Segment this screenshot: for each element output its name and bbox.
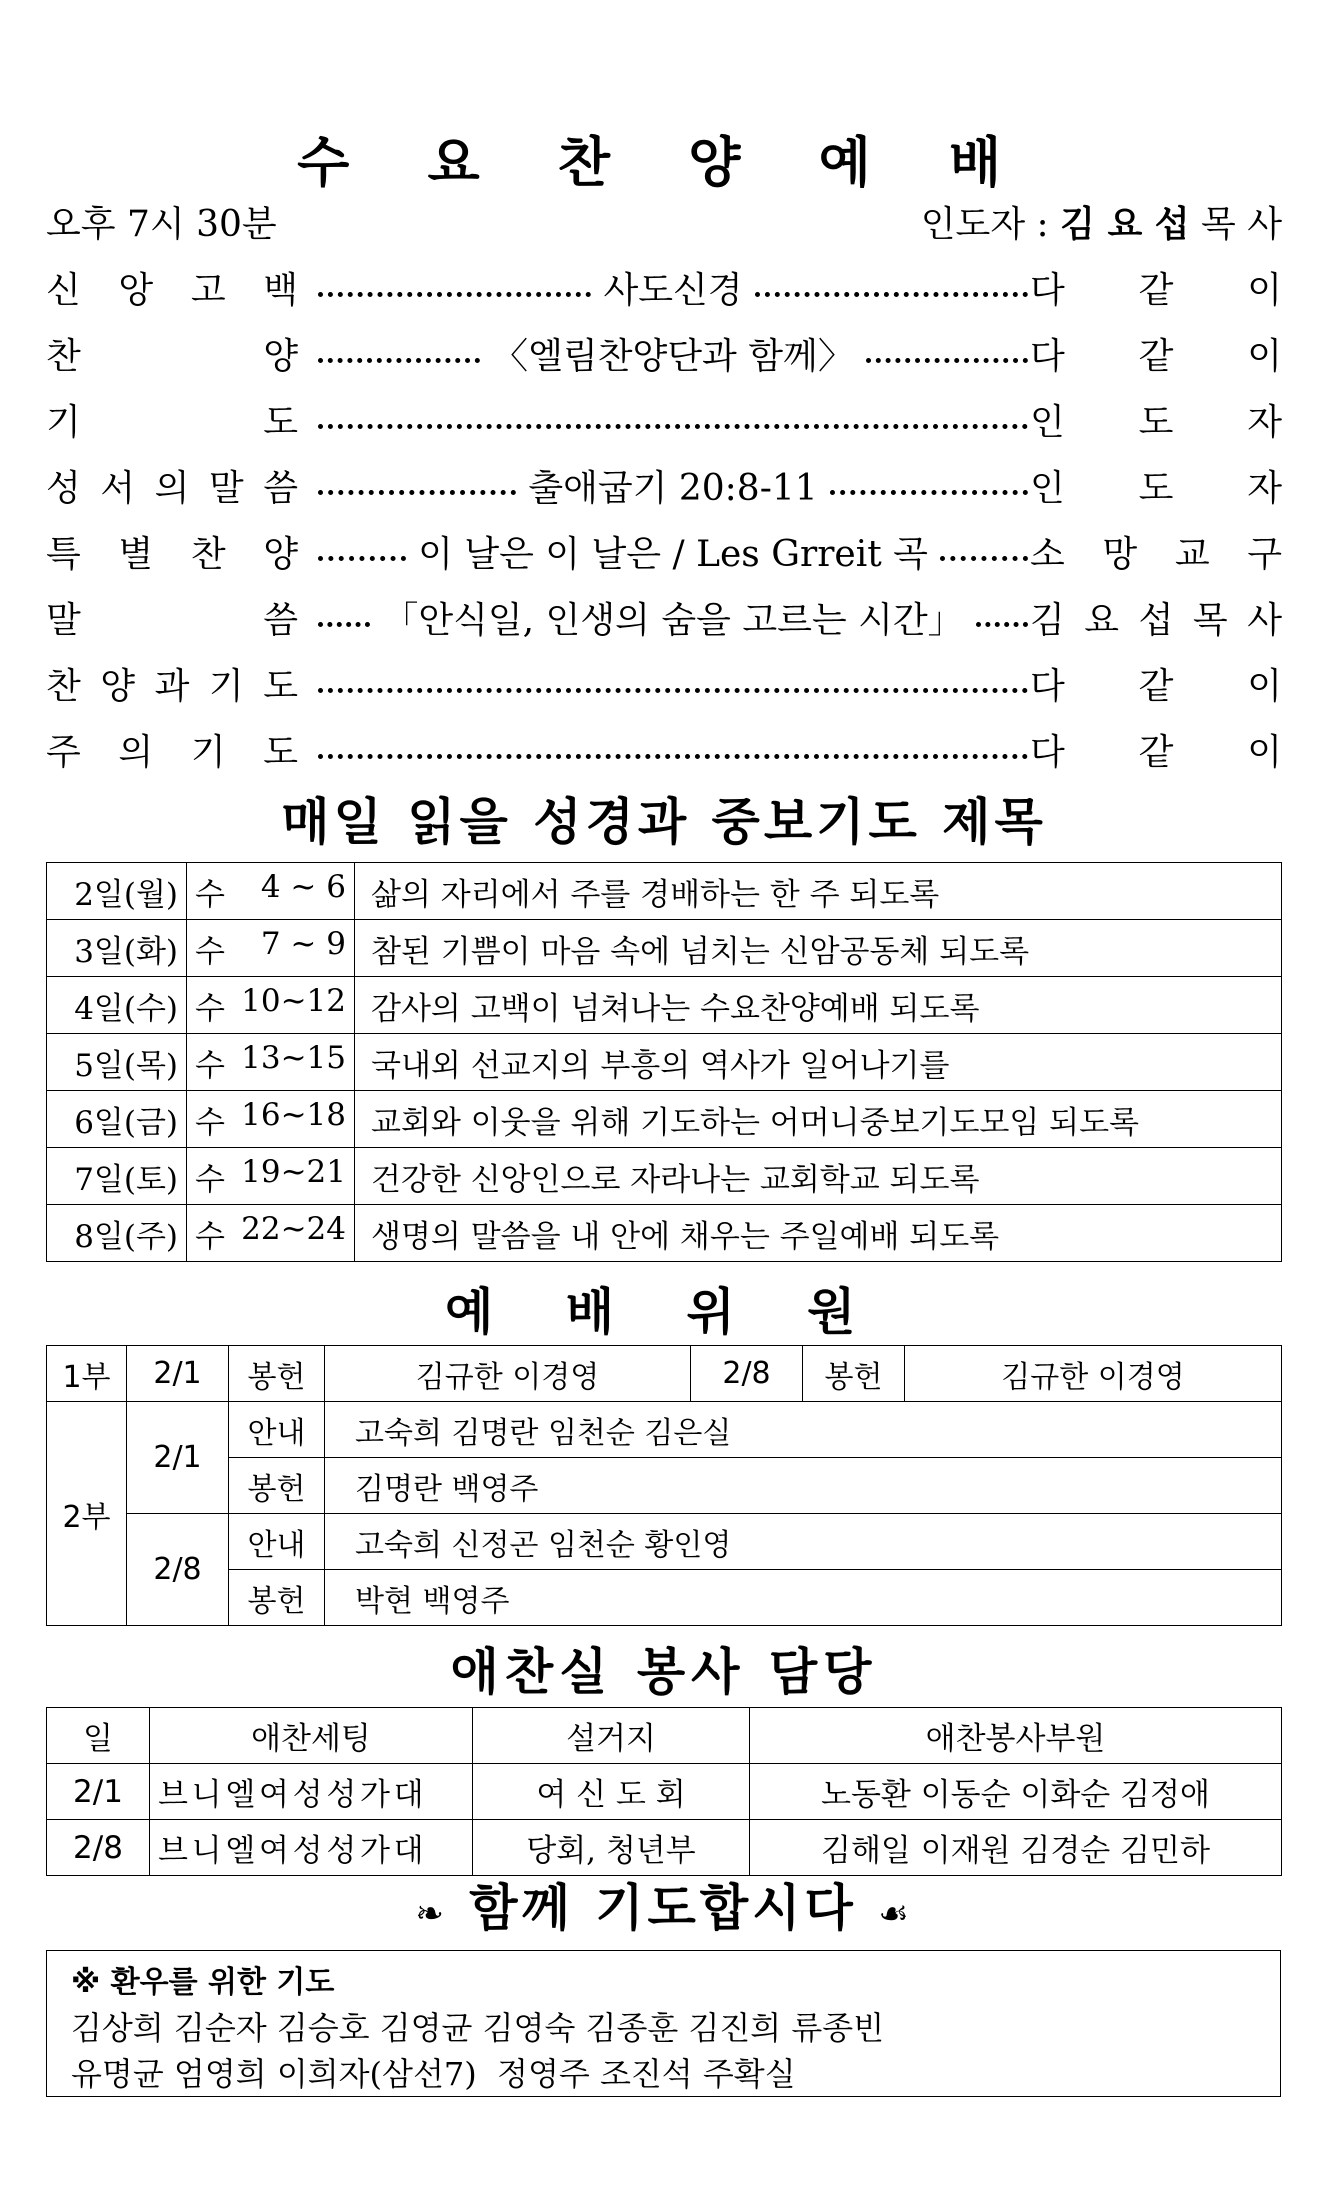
passage-cell <box>187 1091 355 1148</box>
order-item <box>46 526 1282 584</box>
prayer-topic-cell: 참된 기쁨이 마음 속에 넘치는 신암공동체 되도록 <box>355 920 1282 977</box>
char: 성 <box>46 468 81 509</box>
order-item-person <box>1030 592 1282 643</box>
char: 도 <box>1138 468 1174 509</box>
book-name: 수 <box>195 1161 225 1198</box>
dot-leader <box>318 358 480 363</box>
char: 기 <box>46 402 81 443</box>
role-cell: 안내 <box>229 1402 325 1458</box>
order-item-person <box>1030 394 1282 445</box>
day-cell: 4일(수) <box>47 977 187 1034</box>
worship-part2-row <box>47 1458 1282 1514</box>
char: 같 <box>1138 732 1174 773</box>
bible-section-title: 매일 읽을 성경과 중보기도 제목 <box>281 793 1047 851</box>
char: 과 <box>154 666 190 707</box>
dot-leader <box>976 622 1028 627</box>
char: 이 <box>1247 336 1282 377</box>
dot-leader <box>318 424 1028 429</box>
order-item <box>46 262 1282 320</box>
day-cell: 6일(금) <box>47 1091 187 1148</box>
leader-label: 인도자 : <box>920 204 1049 245</box>
char: 주 <box>46 732 81 773</box>
char: 자 <box>1247 468 1282 509</box>
char: 다 <box>1030 336 1065 377</box>
leader-title: 목 사 <box>1201 204 1282 245</box>
book-name: 수 <box>195 1047 225 1084</box>
char: 양 <box>263 336 298 377</box>
char: 백 <box>263 270 298 311</box>
header-cell: 애찬세팅 <box>150 1708 473 1764</box>
char: 사 <box>1247 600 1282 641</box>
prayer-topic-cell: 생명의 말씀을 내 안에 채우는 주일예배 되도록 <box>355 1205 1282 1262</box>
char: 다 <box>1030 270 1065 311</box>
char: 서 <box>100 468 136 509</box>
order-item-person <box>1030 262 1282 313</box>
worship-part2-row <box>47 1570 1282 1626</box>
date-cell: 2/8 <box>47 1820 150 1876</box>
order-item-label <box>46 724 298 775</box>
order-item-person <box>1030 526 1282 577</box>
prayer-title: 함께 기도합시다 <box>469 1879 857 1937</box>
char: 이 <box>1247 732 1282 773</box>
date-cell: 2/1 <box>47 1764 150 1820</box>
names-cell: 고숙희 신정곤 임천순 황인영 <box>325 1514 1282 1570</box>
bible-reading-table <box>46 862 1282 1262</box>
char: 도 <box>263 732 298 773</box>
passage-cell <box>187 1205 355 1262</box>
char: 다 <box>1030 666 1065 707</box>
header-cell: 애찬봉사부원 <box>750 1708 1282 1764</box>
dishes-cell: 여 신 도 회 <box>473 1764 750 1820</box>
date-cell: 2/8 <box>691 1346 803 1402</box>
char: 양 <box>100 666 136 707</box>
bible-row <box>47 863 1282 920</box>
dot-leader <box>318 754 1028 759</box>
date-cell: 2/1 <box>127 1346 229 1402</box>
order-item-detail: 〈엘림찬양단과 함께〉 <box>492 336 854 377</box>
bible-row <box>47 977 1282 1034</box>
passage-cell <box>187 1034 355 1091</box>
role-cell: 봉헌 <box>229 1458 325 1514</box>
prayer-names-line2: 유명균 엄영희 이희자(삼선7) 정영주 조진석 주확실 <box>71 2055 796 2093</box>
char: 요 <box>1084 600 1120 641</box>
order-item-detail: 출애굽기 20:8-11 <box>528 468 818 509</box>
setting-cell: 브니엘여성성가대 <box>150 1764 473 1820</box>
service-duty-title: 애찬실 봉사 담당 <box>450 1643 878 1701</box>
passage-cell <box>187 977 355 1034</box>
members-cell: 김해일 이재원 김경순 김민하 <box>750 1820 1282 1876</box>
order-item-detail: 사도신경 <box>603 270 743 311</box>
dot-leader <box>866 358 1028 363</box>
chapter-range: 10~12 <box>241 982 346 1019</box>
char: 도 <box>1138 402 1174 443</box>
char: 교 <box>1174 534 1210 575</box>
char: 망 <box>1102 534 1138 575</box>
order-item-person <box>1030 658 1282 709</box>
char: 같 <box>1138 336 1174 377</box>
prayer-topic-cell: 건강한 신앙인으로 자라나는 교회학교 되도록 <box>355 1148 1282 1205</box>
dot-leader <box>755 292 1028 297</box>
service-time-row <box>46 196 1282 254</box>
dot-leader <box>318 292 591 297</box>
dot-leader <box>318 688 1028 693</box>
char: 도 <box>263 666 298 707</box>
day-cell: 3일(화) <box>47 920 187 977</box>
service-time: 오후 7시 30분 <box>46 204 277 245</box>
char: 찬 <box>46 336 81 377</box>
chapter-range: 7 ~ 9 <box>260 925 346 962</box>
day-cell: 2일(월) <box>47 863 187 920</box>
worship-committee-title: 예 배 위 원 <box>445 1283 883 1341</box>
prayer-subtitle: ※ 환우를 위한 기도 <box>71 1965 335 2000</box>
header-cell: 설거지 <box>473 1708 750 1764</box>
service-duty-row <box>47 1764 1282 1820</box>
members-cell: 노동환 이동순 이화순 김정애 <box>750 1764 1282 1820</box>
char: 이 <box>1247 270 1282 311</box>
day-cell: 8일(주) <box>47 1205 187 1262</box>
char: 자 <box>1247 402 1282 443</box>
bible-row <box>47 920 1282 977</box>
char: 소 <box>1030 534 1065 575</box>
char: 앙 <box>118 270 154 311</box>
char: 김 <box>1030 600 1065 641</box>
ornament-left-icon: ❧ <box>415 1894 448 1934</box>
book-name: 수 <box>195 933 225 970</box>
char: 목 <box>1192 600 1228 641</box>
bible-row <box>47 1034 1282 1091</box>
day-cell: 7일(토) <box>47 1148 187 1205</box>
char: 다 <box>1030 732 1065 773</box>
worship-part2-row <box>47 1402 1282 1458</box>
passage-cell <box>187 1148 355 1205</box>
order-item <box>46 658 1282 716</box>
book-name: 수 <box>195 876 225 913</box>
order-item-person <box>1030 460 1282 511</box>
order-item-label <box>46 394 298 445</box>
order-item-label <box>46 460 298 511</box>
order-item-detail: 이 날은 이 날은 / Les Grreit 곡 <box>418 534 928 575</box>
names-cell: 고숙희 김명란 임천순 김은실 <box>325 1402 1282 1458</box>
char: 별 <box>118 534 154 575</box>
bible-row <box>47 1091 1282 1148</box>
char: 고 <box>190 270 226 311</box>
order-item <box>46 592 1282 650</box>
char: 씀 <box>263 600 298 641</box>
char: 인 <box>1030 468 1065 509</box>
order-item-detail: 「안식일, 인생의 숨을 고르는 시간」 <box>382 600 964 641</box>
prayer-topic-cell: 교회와 이웃을 위해 기도하는 어머니중보기도모임 되도록 <box>355 1091 1282 1148</box>
order-item-person <box>1030 328 1282 379</box>
char: 인 <box>1030 402 1065 443</box>
char: 같 <box>1138 666 1174 707</box>
date-cell: 2/1 <box>127 1402 229 1514</box>
worship-committee-table <box>46 1345 1282 1626</box>
char: 기 <box>190 732 226 773</box>
role-cell: 안내 <box>229 1514 325 1570</box>
role-cell: 봉헌 <box>229 1346 325 1402</box>
prayer-topic-cell: 감사의 고백이 넘쳐나는 수요찬양예배 되도록 <box>355 977 1282 1034</box>
char: 신 <box>46 270 81 311</box>
order-item-label <box>46 592 298 643</box>
char: 의 <box>118 732 154 773</box>
leader-name: 김 요 섭 <box>1060 204 1190 245</box>
role-cell: 봉헌 <box>229 1570 325 1626</box>
char: 기 <box>208 666 244 707</box>
dot-leader <box>940 556 1028 561</box>
char: 찬 <box>46 666 81 707</box>
service-title: 수 요 찬 양 예 배 <box>297 131 1031 194</box>
order-item <box>46 724 1282 782</box>
char: 말 <box>208 468 244 509</box>
part-label: 2부 <box>47 1402 127 1626</box>
dot-leader <box>318 556 406 561</box>
char: 특 <box>46 534 81 575</box>
bible-row <box>47 1148 1282 1205</box>
chapter-range: 22~24 <box>241 1210 346 1247</box>
order-item-label <box>46 262 298 313</box>
chapter-range: 16~18 <box>241 1096 346 1133</box>
char: 씀 <box>263 468 298 509</box>
order-item-label <box>46 526 298 577</box>
char: 이 <box>1247 666 1282 707</box>
setting-cell: 브니엘여성성가대 <box>150 1820 473 1876</box>
prayer-topic-cell: 국내외 선교지의 부흥의 역사가 일어나기를 <box>355 1034 1282 1091</box>
order-item-label <box>46 658 298 709</box>
order-item <box>46 460 1282 518</box>
prayer-topic-cell: 삶의 자리에서 주를 경배하는 한 주 되도록 <box>355 863 1282 920</box>
prayer-names-line1: 김상희 김순자 김승호 김영균 김영숙 김종훈 김진희 류종빈 <box>71 2009 885 2047</box>
dot-leader <box>830 490 1028 495</box>
book-name: 수 <box>195 1218 225 1255</box>
book-name: 수 <box>195 1104 225 1141</box>
dishes-cell: 당회, 청년부 <box>473 1820 750 1876</box>
char: 의 <box>154 468 190 509</box>
order-item <box>46 328 1282 386</box>
passage-cell <box>187 863 355 920</box>
passage-cell <box>187 920 355 977</box>
date-cell: 2/8 <box>127 1514 229 1626</box>
char: 구 <box>1247 534 1282 575</box>
prayer-section-title <box>46 1868 1282 1940</box>
chapter-range: 13~15 <box>241 1039 346 1076</box>
worship-part1-row <box>47 1346 1282 1402</box>
header-cell: 일 <box>47 1708 150 1764</box>
worship-part2-row <box>47 1514 1282 1570</box>
service-duty-table <box>46 1707 1282 1876</box>
part-label: 1부 <box>47 1346 127 1402</box>
order-item <box>46 394 1282 452</box>
prayer-box <box>46 1950 1281 2097</box>
ornament-right-icon: ☙ <box>878 1894 913 1934</box>
book-name: 수 <box>195 990 225 1027</box>
char: 양 <box>263 534 298 575</box>
char: 찬 <box>190 534 226 575</box>
char: 섭 <box>1138 600 1174 641</box>
service-duty-header <box>47 1708 1282 1764</box>
char: 말 <box>46 600 81 641</box>
bible-row <box>47 1205 1282 1262</box>
names-cell: 박현 백영주 <box>325 1570 1282 1626</box>
day-cell: 5일(목) <box>47 1034 187 1091</box>
order-item-label <box>46 328 298 379</box>
dot-leader <box>318 622 370 627</box>
chapter-range: 4 ~ 6 <box>260 868 346 905</box>
names-cell: 김명란 백영주 <box>325 1458 1282 1514</box>
char: 같 <box>1138 270 1174 311</box>
names-cell: 김규한 이경영 <box>905 1346 1282 1402</box>
char: 도 <box>263 402 298 443</box>
names-cell: 김규한 이경영 <box>325 1346 691 1402</box>
dot-leader <box>318 490 516 495</box>
order-item-person <box>1030 724 1282 775</box>
chapter-range: 19~21 <box>241 1153 346 1190</box>
role-cell: 봉헌 <box>803 1346 905 1402</box>
